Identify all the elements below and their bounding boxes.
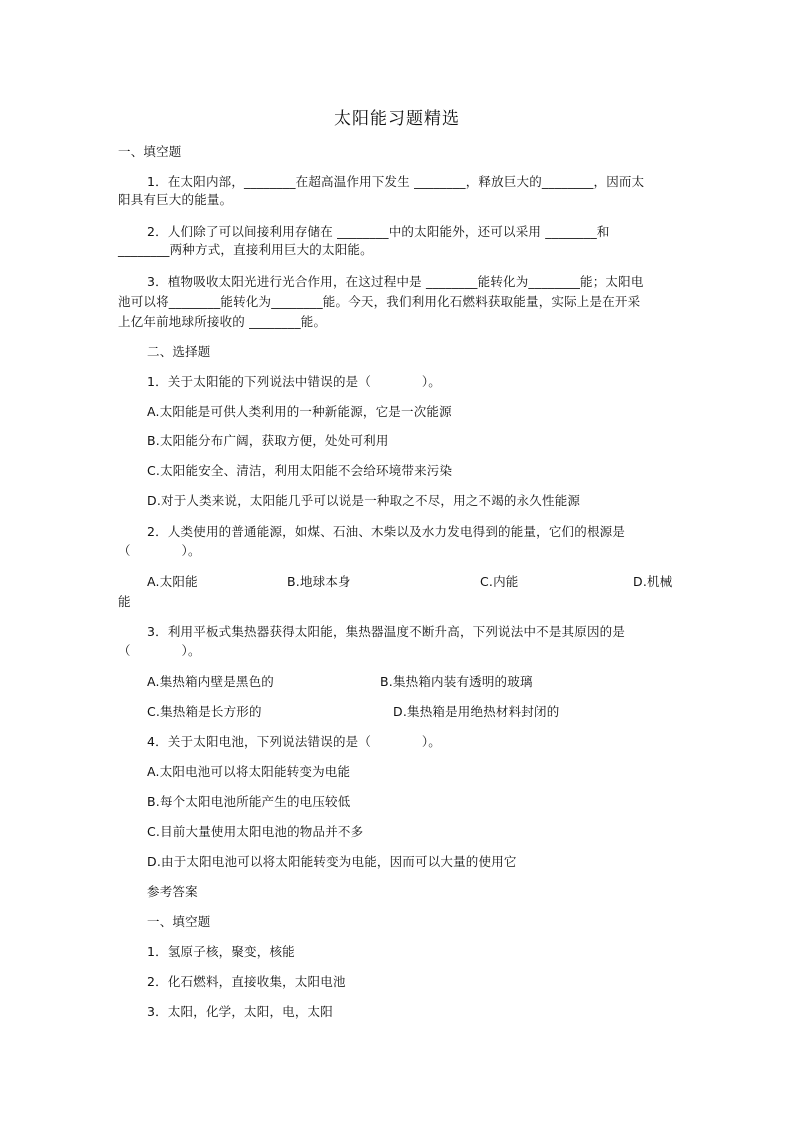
choice-q2-option-b: B.地球本身	[287, 574, 351, 589]
q3-line-2: 池可以将________能转化为________能。今天，我们利用化石燃料获取能量，实际上是在开采	[118, 294, 641, 309]
choice-q2-stem-line-1: 2．人类使用的普通能源，如煤、石油、木柴以及水力发电得到的能量，它们的根源是	[147, 524, 626, 539]
choice-q2-option-d: D.机械	[633, 574, 673, 589]
answers-subheading: 一、填空题	[147, 914, 211, 929]
answer-1: 1．氢原子核，聚变，核能	[147, 944, 295, 959]
choice-q2-option-c: C.内能	[480, 574, 519, 589]
choice-q4-option-d: D.由于太阳电池可以将太阳能转变为电能，因而可以大量的使用它	[147, 854, 517, 869]
choice-q1-stem: 1．关于太阳能的下列说法中错误的是（ ）。	[147, 374, 442, 389]
answer-3: 3．太阳，化学，太阳，电，太阳	[147, 1004, 333, 1019]
q2-line-2: ________两种方式，直接利用巨大的太阳能。	[118, 242, 373, 257]
choice-q1-option-c: C.太阳能安全、清洁，利用太阳能不会给环境带来污染	[147, 463, 453, 478]
choice-q1-option-a: A.太阳能是可供人类利用的一种新能源，它是一次能源	[147, 404, 452, 419]
answers-heading: 参考答案	[147, 884, 198, 899]
choice-q2-option-d-wrap: 能	[118, 594, 131, 609]
section-heading-fill-in: 一、填空题	[118, 144, 182, 159]
choice-q3-option-b: B.集热箱内装有透明的玻璃	[380, 674, 533, 689]
choice-q2-option-a: A.太阳能	[147, 574, 198, 589]
choice-q3-option-d: D.集热箱是用绝热材料封闭的	[393, 704, 560, 719]
choice-q3-stem-line-1: 3．利用平板式集热器获得太阳能，集热器温度不断升高，下列说法中不是其原因的是	[147, 624, 626, 639]
q1-line-1: 1．在太阳内部，________在超高温作用下发生 ________，释放巨大的________，因而太	[147, 174, 645, 189]
q3-line-3: 上亿年前地球所接收的 ________能。	[118, 314, 327, 329]
choice-q1-option-b: B.太阳能分布广阔，获取方便，处处可利用	[147, 433, 389, 448]
document-title: 太阳能习题精选	[334, 109, 460, 129]
choice-q3-option-c: C.集热箱是长方形的	[147, 704, 262, 719]
section-heading-choice: 二、选择题	[147, 344, 211, 359]
answer-2: 2．化石燃料，直接收集，太阳电池	[147, 974, 346, 989]
choice-q3-option-a: A.集热箱内壁是黑色的	[147, 674, 275, 689]
q1-line-2: 阳具有巨大的能量。	[118, 192, 233, 207]
choice-q4-option-c: C.目前大量使用太阳电池的物品并不多	[147, 824, 364, 839]
choice-q1-option-d: D.对于人类来说，太阳能几乎可以说是一种取之不尽，用之不竭的永久性能源	[147, 493, 581, 508]
choice-q2-stem-line-2: （ ）。	[118, 543, 201, 558]
q3-line-1: 3．植物吸收太阳光进行光合作用，在这过程中是 ________能转化为________能；太阳电	[147, 274, 644, 289]
choice-q4-option-b: B.每个太阳电池所能产生的电压较低	[147, 794, 351, 809]
choice-q4-stem: 4．关于太阳电池，下列说法错误的是（ ）。	[147, 734, 442, 749]
q2-line-1: 2．人们除了可以间接利用存储在 ________中的太阳能外，还可以采用 ________和	[147, 224, 610, 239]
choice-q4-option-a: A.太阳电池可以将太阳能转变为电能	[147, 764, 351, 779]
choice-q3-stem-line-2: （ ）。	[118, 643, 201, 658]
